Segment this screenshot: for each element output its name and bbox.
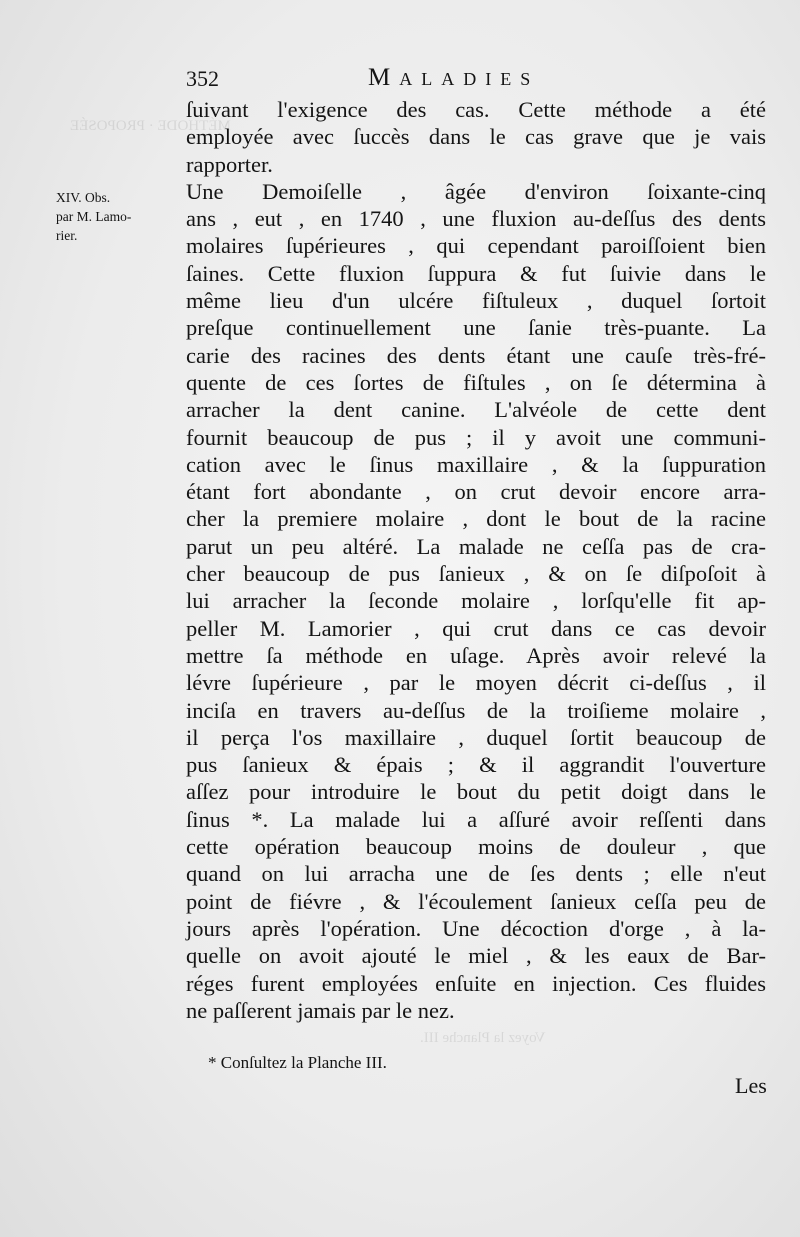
margin-note-line: XIV. Obs.	[56, 190, 111, 205]
text-line: arracher la dent canine. L'alvéole de cette dent	[186, 397, 766, 423]
text-line: molaires ſupérieures , qui cependant paroiſſoient bien	[186, 233, 766, 259]
text-line: cher la premiere molaire , dont le bout de la racine	[186, 506, 766, 532]
catchword: Les	[735, 1073, 767, 1098]
text-line: Une Demoiſelle , âgée d'environ ſoixante-cinq	[186, 178, 766, 204]
text-line: ne paſſerent jamais par le nez.	[186, 997, 455, 1023]
text-line: quente de ces ſortes de fiſtules , on ſe détermina à	[186, 369, 766, 395]
text-line: ſinus *. La malade lui a aſſuré avoir reſſenti dans	[186, 806, 766, 832]
text-line: jours après l'opération. Une décoction d'orge , à la-	[186, 915, 766, 941]
text-line: quelle on avoit ajouté le miel , & les eaux de Bar-	[186, 943, 766, 969]
text-line: lui arracher la ſeconde molaire , lorſqu'elle fit ap-	[186, 588, 766, 614]
text-line: cation avec le ſinus maxillaire , & la ſuppuration	[186, 451, 766, 477]
text-line: lévre ſupérieure , par le moyen décrit ci-deſſus , il	[186, 670, 766, 696]
text-line: mettre ſa méthode en uſage. Après avoir relevé la	[186, 642, 766, 668]
text-line: même lieu d'un ulcére fiſtuleux , duquel ſortoit	[186, 288, 766, 314]
text-line: employée avec ſuccès dans le cas grave que je vais	[186, 124, 766, 150]
text-line: parut un peu altéré. La malade ne ceſſa pas de cra-	[186, 533, 766, 559]
running-head: Maladies	[368, 64, 540, 91]
text-line: quand on lui arracha une de ſes dents ; elle n'eut	[186, 861, 766, 887]
text-line: fournit beaucoup de pus ; il y avoit une communi-	[186, 424, 766, 450]
text-line: ans , eut , en 1740 , une fluxion au-deſſus des dents	[186, 206, 766, 232]
text-line: preſque continuellement une ſanie très-puante. La	[186, 315, 766, 341]
text-line: cher beaucoup de pus ſanieux , & on ſe diſpoſoit à	[186, 561, 766, 587]
body-text	[186, 96, 766, 1024]
margin-note	[56, 188, 184, 245]
show-through-top: MÉTHODE · PROPOSÉE	[70, 118, 231, 134]
text-line: point de fiévre , & l'écoulement ſanieux ceſſa peu de	[186, 888, 766, 914]
text-line: ſaines. Cette fluxion ſuppura & fut ſuivie dans le	[186, 260, 766, 286]
footnote: * Conſultez la Planche III.	[208, 1053, 387, 1072]
margin-note-line: rier.	[56, 228, 78, 243]
text-line: pus ſanieux & épais ; & il aggrandit l'ouverture	[186, 752, 766, 778]
text-line: réges furent employées enſuite en injection. Ces fluides	[186, 970, 766, 996]
text-line: ſuivant l'exigence des cas. Cette méthode a été	[186, 97, 766, 122]
text-line: peller M. Lamorier , qui crut dans ce cas devoir	[186, 615, 766, 641]
text-line: étant fort abondante , on crut devoir encore arra-	[186, 479, 766, 505]
text-line: rapporter.	[186, 151, 273, 177]
text-line: inciſa en travers au-deſſus de la troiſieme molaire ,	[186, 697, 766, 723]
margin-note-line: par M. Lamo-	[56, 209, 132, 224]
page-number: 352	[186, 66, 219, 91]
text-line: il perça l'os maxillaire , duquel ſortit beaucoup de	[186, 724, 766, 750]
text-line: aſſez pour introduire le bout du petit doigt dans le	[186, 779, 766, 805]
text-line: cette opération beaucoup moins de douleur , que	[186, 834, 766, 860]
show-through-bottom: Voyez la Planche III.	[420, 1030, 546, 1046]
text-line: carie des racines des dents étant une cauſe très-fré-	[186, 342, 766, 368]
